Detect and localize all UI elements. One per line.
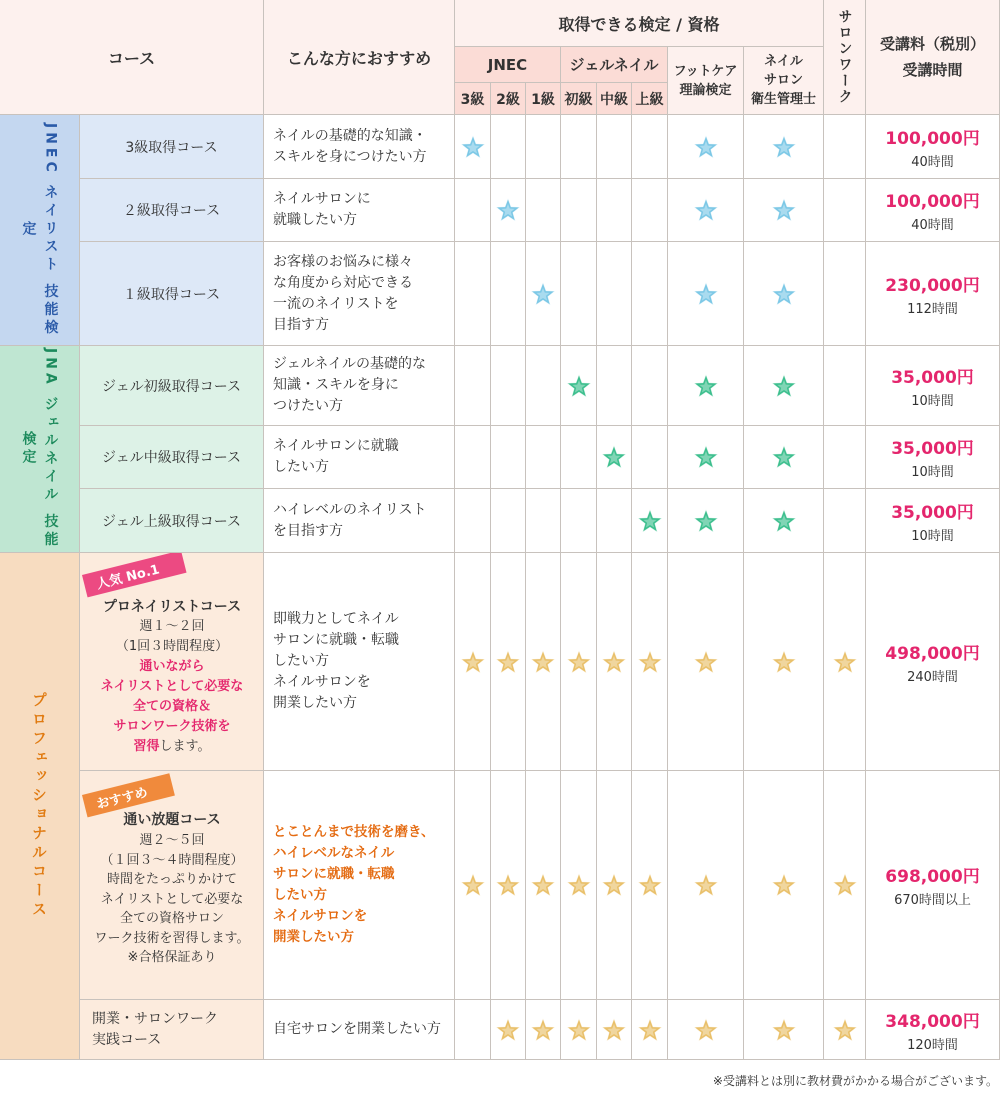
qualification-cell bbox=[561, 1000, 597, 1060]
recommend-unlimited: とことんまで技術を磨き、 ハイレベルなネイル サロンに就職・転職 したい方 ネイルサロンを 開業したい方 bbox=[264, 771, 455, 1000]
qualification-cell bbox=[632, 242, 668, 346]
qualification-cell bbox=[744, 346, 824, 426]
qualification-cell bbox=[668, 346, 744, 426]
price: 348,000円 bbox=[885, 1011, 980, 1032]
star-icon bbox=[637, 649, 663, 675]
qualification-cell bbox=[632, 115, 668, 179]
star-icon bbox=[771, 281, 797, 307]
qualification-cell bbox=[491, 242, 526, 346]
popular-badge: 人気 No.1 bbox=[82, 553, 187, 597]
hours: 10時間 bbox=[911, 393, 954, 409]
star-icon bbox=[566, 649, 592, 675]
qualification-cell bbox=[632, 346, 668, 426]
pro-nailist-highlight: サロンワーク技術を bbox=[113, 719, 231, 734]
price: 35,000円 bbox=[891, 439, 974, 459]
course-jnec-3: 3級取得コース bbox=[80, 115, 264, 179]
price: 35,000円 bbox=[891, 367, 974, 388]
fee-cell bbox=[866, 179, 1000, 242]
header-jnec-3: 3級 bbox=[455, 83, 491, 115]
qualification-cell bbox=[526, 179, 561, 242]
fee-cell bbox=[866, 115, 1000, 179]
qualification-cell bbox=[526, 346, 561, 426]
fee-cell bbox=[866, 489, 1000, 553]
header-recommend: こんな方におすすめ bbox=[264, 0, 455, 115]
star-icon bbox=[460, 872, 486, 898]
qualification-cell bbox=[526, 1000, 561, 1060]
qualification-cell bbox=[668, 179, 744, 242]
star-icon bbox=[693, 508, 719, 534]
star-icon bbox=[771, 444, 797, 470]
qualification-cell bbox=[632, 553, 668, 771]
qualification-cell bbox=[632, 489, 668, 553]
qualification-cell bbox=[526, 553, 561, 771]
header-gel-beginner: 初級 bbox=[561, 83, 597, 115]
course-jnec-1: １級取得コース bbox=[80, 242, 264, 346]
course-gel-intermediate: ジェル中級取得コース bbox=[80, 426, 264, 489]
star-icon bbox=[771, 649, 797, 675]
course-pro-nailist bbox=[80, 553, 264, 771]
pro-nailist-highlight: 通いながら bbox=[139, 659, 205, 674]
qualification-cell bbox=[597, 426, 632, 489]
header-hygiene: ネイル サロン 衛生管理士 bbox=[744, 47, 824, 115]
qualification-cell bbox=[561, 771, 597, 1000]
qualification-cell bbox=[491, 1000, 526, 1060]
course-gel-advanced: ジェル上級取得コース bbox=[80, 489, 264, 553]
qualification-cell bbox=[597, 346, 632, 426]
star-icon bbox=[495, 1017, 521, 1043]
fee-cell bbox=[866, 426, 1000, 489]
star-icon bbox=[693, 373, 719, 399]
qualification-cell bbox=[526, 426, 561, 489]
star-icon bbox=[693, 872, 719, 898]
qualification-cell bbox=[455, 179, 491, 242]
star-icon bbox=[530, 872, 556, 898]
qualification-cell bbox=[668, 242, 744, 346]
star-icon bbox=[495, 872, 521, 898]
star-icon bbox=[771, 373, 797, 399]
star-icon bbox=[771, 1017, 797, 1043]
qualification-cell bbox=[668, 426, 744, 489]
star-icon bbox=[460, 134, 486, 160]
recommend-jnec-1: お客様のお悩みに様々 な角度から対応できる 一流のネイリストを 目指す方 bbox=[264, 242, 455, 346]
qualification-cell bbox=[668, 115, 744, 179]
unlimited-title: 通い放題コース bbox=[123, 812, 221, 828]
qualification-cell bbox=[561, 242, 597, 346]
unlimited-guarantee: ※合格保証あり bbox=[127, 950, 217, 965]
qualification-cell bbox=[597, 242, 632, 346]
qualification-cell bbox=[824, 179, 866, 242]
star-icon bbox=[832, 1017, 858, 1043]
pro-nailist-tail: します。 bbox=[159, 739, 211, 754]
qualification-cell bbox=[597, 489, 632, 553]
recommend-gel-beginner: ジェルネイルの基礎的な 知識・スキルを身に つけたい方 bbox=[264, 346, 455, 426]
qualification-cell bbox=[526, 242, 561, 346]
group-pro: プロフェッショナルコース bbox=[0, 553, 80, 1060]
pro-nailist-schedule: 週１～２回 bbox=[139, 619, 205, 634]
course-opening: 開業・サロンワーク 実践コース bbox=[80, 1000, 264, 1060]
unlimited-schedule: 週２～５回 bbox=[139, 833, 205, 848]
course-jnec-2: ２級取得コース bbox=[80, 179, 264, 242]
header-jnec-2: 2級 bbox=[491, 83, 526, 115]
qualification-cell bbox=[455, 771, 491, 1000]
recommended-badge: おすすめ bbox=[82, 773, 175, 817]
price: 100,000円 bbox=[885, 128, 980, 149]
fee-cell bbox=[866, 771, 1000, 1000]
star-icon bbox=[566, 373, 592, 399]
fee-cell bbox=[866, 1000, 1000, 1060]
course-gel-beginner: ジェル初級取得コース bbox=[80, 346, 264, 426]
qualification-cell bbox=[668, 553, 744, 771]
price: 100,000円 bbox=[885, 192, 980, 212]
star-icon bbox=[566, 1017, 592, 1043]
qualification-cell bbox=[526, 489, 561, 553]
star-icon bbox=[771, 508, 797, 534]
star-icon bbox=[693, 197, 719, 223]
star-icon bbox=[460, 649, 486, 675]
qualification-cell bbox=[561, 426, 597, 489]
qualification-cell bbox=[632, 179, 668, 242]
pro-nailist-highlight: ネイリストとして必要な bbox=[100, 679, 244, 694]
star-icon bbox=[832, 872, 858, 898]
star-icon bbox=[832, 649, 858, 675]
price: 35,000円 bbox=[891, 502, 974, 523]
qualification-cell bbox=[491, 771, 526, 1000]
qualification-cell bbox=[597, 115, 632, 179]
qualification-cell bbox=[668, 1000, 744, 1060]
qualification-cell bbox=[744, 242, 824, 346]
recommend-gel-advanced: ハイレベルのネイリスト を目指す方 bbox=[264, 489, 455, 553]
qualification-cell bbox=[824, 553, 866, 771]
qualification-cell bbox=[744, 489, 824, 553]
qualification-cell bbox=[491, 553, 526, 771]
hours: 240時間 bbox=[907, 669, 958, 685]
qualification-cell bbox=[744, 1000, 824, 1060]
fee-cell bbox=[866, 242, 1000, 346]
qualification-cell bbox=[561, 489, 597, 553]
hours: 120時間 bbox=[907, 1037, 958, 1053]
qualification-cell bbox=[455, 489, 491, 553]
recommend-gel-intermediate: ネイルサロンに就職 したい方 bbox=[264, 426, 455, 489]
qualification-cell bbox=[526, 115, 561, 179]
star-icon bbox=[771, 197, 797, 223]
qualification-cell bbox=[597, 771, 632, 1000]
header-gel-intermediate: 中級 bbox=[597, 83, 632, 115]
unlimited-description: ワーク技術を習得します。 bbox=[94, 930, 250, 946]
price: 498,000円 bbox=[885, 643, 980, 664]
star-icon bbox=[601, 1017, 627, 1043]
hours: 670時間以上 bbox=[894, 893, 971, 908]
header-footcare: フットケア 理論検定 bbox=[668, 47, 744, 115]
star-icon bbox=[495, 649, 521, 675]
price: 698,000円 bbox=[885, 867, 980, 887]
hours: 10時間 bbox=[911, 465, 954, 480]
star-icon bbox=[495, 197, 521, 223]
star-icon bbox=[530, 649, 556, 675]
star-icon bbox=[771, 134, 797, 160]
fee-cell bbox=[866, 346, 1000, 426]
qualification-cell bbox=[455, 1000, 491, 1060]
qualification-cell bbox=[491, 115, 526, 179]
unlimited-description: 時間をたっぷりかけて bbox=[106, 872, 237, 887]
header-gel-advanced: 上級 bbox=[632, 83, 668, 115]
qualification-cell bbox=[491, 179, 526, 242]
qualification-cell bbox=[744, 553, 824, 771]
qualification-cell bbox=[491, 346, 526, 426]
pro-nailist-title: プロネイリストコース bbox=[102, 599, 242, 615]
star-icon bbox=[693, 281, 719, 307]
qualification-cell bbox=[668, 489, 744, 553]
pro-nailist-highlight: 全ての資格＆ bbox=[132, 699, 211, 714]
qualification-cell bbox=[824, 346, 866, 426]
star-icon bbox=[601, 649, 627, 675]
hours: 40時間 bbox=[911, 218, 954, 233]
star-icon bbox=[693, 444, 719, 470]
qualification-cell bbox=[561, 179, 597, 242]
star-icon bbox=[771, 872, 797, 898]
recommend-pro-nailist: 即戦力としてネイル サロンに就職・転職 したい方 ネイルサロンを 開業したい方 bbox=[264, 553, 455, 771]
group-jna: JNA ジェルネイル 技能検定 bbox=[0, 346, 80, 553]
qualification-cell bbox=[824, 1000, 866, 1060]
qualification-cell bbox=[455, 426, 491, 489]
qualification-cell bbox=[597, 179, 632, 242]
qualification-cell bbox=[561, 553, 597, 771]
qualification-cell bbox=[561, 115, 597, 179]
qualification-cell bbox=[455, 242, 491, 346]
star-icon bbox=[693, 1017, 719, 1043]
unlimited-description: 全ての資格サロン bbox=[119, 911, 224, 926]
course-unlimited bbox=[80, 771, 264, 1000]
star-icon bbox=[601, 444, 627, 470]
header-course: コース bbox=[0, 0, 264, 115]
star-icon bbox=[601, 872, 627, 898]
star-icon bbox=[530, 1017, 556, 1043]
header-qualifications: 取得できる検定 / 資格 bbox=[455, 0, 824, 47]
group-jnec: JNEC ネイリスト 技能検定 bbox=[0, 115, 80, 346]
qualification-cell bbox=[668, 771, 744, 1000]
qualification-cell bbox=[824, 489, 866, 553]
star-icon bbox=[693, 649, 719, 675]
star-icon bbox=[637, 508, 663, 534]
unlimited-schedule-detail: （１回３～４時間程度） bbox=[100, 852, 244, 868]
star-icon bbox=[637, 1017, 663, 1043]
star-icon bbox=[637, 872, 663, 898]
qualification-cell bbox=[455, 553, 491, 771]
star-icon bbox=[693, 134, 719, 160]
hours: 112時間 bbox=[907, 301, 958, 317]
qualification-cell bbox=[455, 115, 491, 179]
header-jnec-1: 1級 bbox=[526, 83, 561, 115]
qualification-cell bbox=[632, 771, 668, 1000]
qualification-cell bbox=[597, 1000, 632, 1060]
header-salonwork: サロンワーク bbox=[824, 0, 866, 115]
qualification-cell bbox=[744, 179, 824, 242]
star-icon bbox=[566, 872, 592, 898]
qualification-cell bbox=[632, 1000, 668, 1060]
header-fee: 受講料（税別） 受講時間 bbox=[866, 0, 1000, 115]
qualification-cell bbox=[824, 426, 866, 489]
qualification-cell bbox=[597, 553, 632, 771]
qualification-cell bbox=[744, 771, 824, 1000]
qualification-cell bbox=[526, 771, 561, 1000]
qualification-cell bbox=[824, 771, 866, 1000]
hours: 10時間 bbox=[911, 528, 954, 544]
qualification-cell bbox=[491, 489, 526, 553]
qualification-cell bbox=[744, 115, 824, 179]
header-gel: ジェルネイル bbox=[561, 47, 668, 83]
hours: 40時間 bbox=[911, 154, 954, 170]
fee-cell bbox=[866, 553, 1000, 771]
qualification-cell bbox=[824, 115, 866, 179]
qualification-cell bbox=[824, 242, 866, 346]
qualification-cell bbox=[744, 426, 824, 489]
price: 230,000円 bbox=[885, 275, 980, 296]
recommend-jnec-3: ネイルの基礎的な知識・ スキルを身につけたい方 bbox=[264, 115, 455, 179]
unlimited-description: ネイリストとして必要な bbox=[100, 891, 244, 907]
pro-nailist-schedule-detail: （1回３時間程度） bbox=[115, 639, 229, 654]
recommend-jnec-2: ネイルサロンに 就職したい方 bbox=[264, 179, 455, 242]
star-icon bbox=[530, 281, 556, 307]
header-jnec: JNEC bbox=[455, 47, 561, 83]
recommend-opening: 自宅サロンを開業したい方 bbox=[264, 1000, 455, 1060]
qualification-cell bbox=[491, 426, 526, 489]
qualification-cell bbox=[632, 426, 668, 489]
qualification-cell bbox=[455, 346, 491, 426]
footnote: ※受講料とは別に教材費がかかる場合がございます。 bbox=[712, 1074, 998, 1088]
pro-nailist-highlight: 習得 bbox=[133, 739, 160, 754]
qualification-cell bbox=[561, 346, 597, 426]
